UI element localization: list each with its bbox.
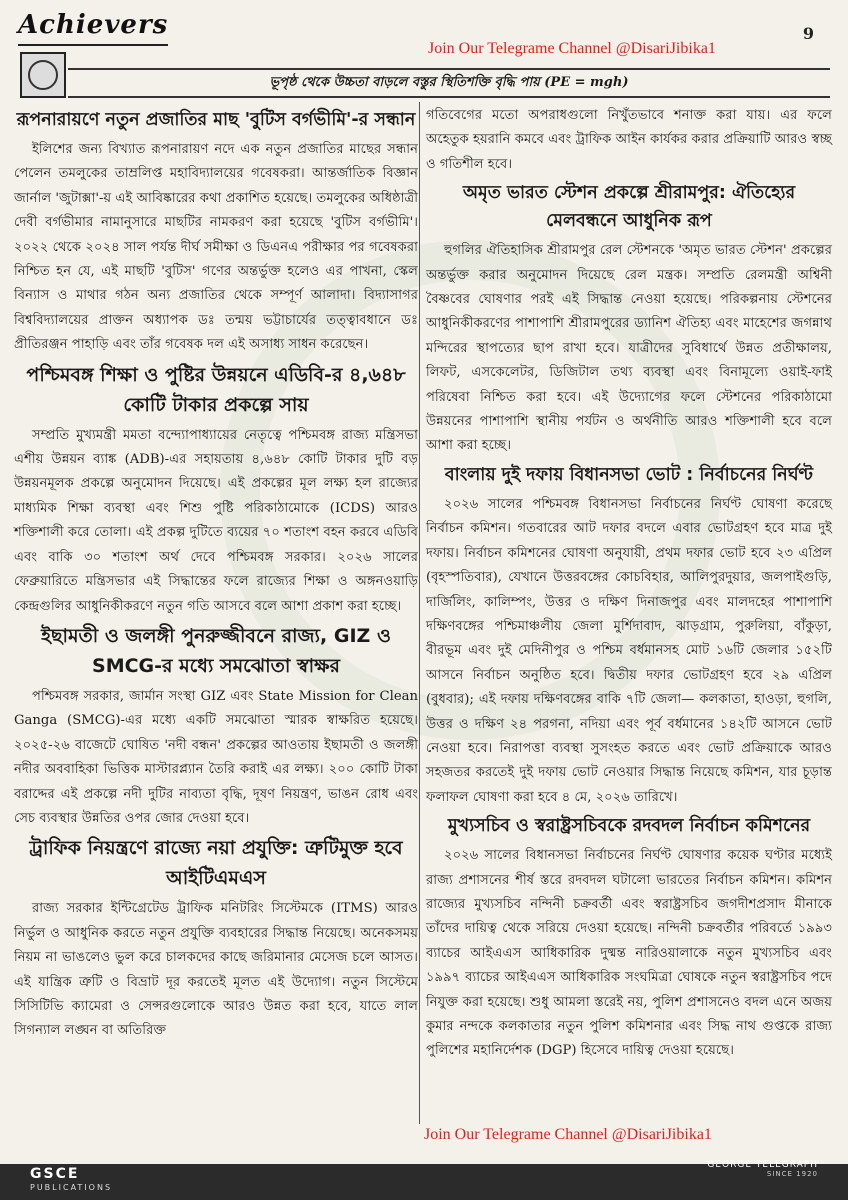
publisher-subtitle: PUBLICATIONS (30, 1183, 113, 1192)
achievers-logo-icon (20, 52, 66, 98)
article-title: ট্রাফিক নিয়ন্ত্রণে রাজ্যে নয়া প্রযুক্তি: ত্রুটিমুক্ত হবে আইটিএমএস (29, 837, 403, 890)
article-body: হুগলির ঐতিহাসিক শ্রীরামপুর রেল স্টেশনকে 'অমৃত ভারত স্টেশন' প্রকল্পের অন্তর্ভুক্ত করার অনুমোদন দিয়েছে রেল মন্ত্রক। সম্প্রতি রেলমন্ত্রী অশ্বিনী বৈষ্ণবের ঘোষণার পরই এই সিদ্ধান্ত নেওয়া হয়েছে। পরিকল্পনায় স্টেশনের আধুনিকীকরণের পাশাপাশি শ্রীরামপুরের ড্যানিশ ঐতিহ্য এবং মাহেশের জগন্নাথ মন্দিরের স্থাপত্যের ছাপ রাখা হবে। যাত্রীদের সুবিধার্থে উন্নত প্রতীক্ষালয়, লিফট, এসকেলেটর, ডিজিটাল তথ্য ব্যবস্থা এবং বিনামূল্যে ওয়াই-ফাই পরিষেবা নিশ্চিত করা হবে। এই উদ্যোগের ফলে স্টেশনের পরিকাঠামো উন্নয়নের পাশাপাশি স্থানীয় পর্যটন ও অর্থনীতি আরও শক্তিশালী হবে বলে আশা করা হচ্ছে। (426, 243, 832, 454)
formula-strip: ভূপৃষ্ঠ থেকে উচ্চতা বাড়লে বস্তুর স্থিতিশক্তি বৃদ্ধি পায় (PE = mgh) (68, 68, 830, 98)
article-body: পশ্চিমবঙ্গ সরকার, জার্মান সংস্থা GIZ এবং State Mission for Clean Ganga (SMCG)-এর মধ্যে একটি সমঝোতা স্মারক স্বাক্ষরিত হয়েছে। ২০২৫-২৬ বাজেটে ঘোষিত 'নদী বন্ধন' প্রকল্পের আওতায় ইছামতী ও জলঙ্গী নদীর অববাহিকা ভিত্তিক মাস্টারপ্ল্যান তৈরি করাই এর লক্ষ্য। ২০০ কোটি টাকা বরাদ্দের এই প্রকল্পে নদী দুটির নাব্যতা বৃদ্ধি, দূষণ নিয়ন্ত্রণ, ভাঙন রোধ এবং সেচ ব্যবস্থার উন্নতির ওপর জোর দেওয়া হবে। (14, 688, 418, 826)
brand-title: Achievers (18, 10, 169, 40)
telegram-watermark-bottom: Join Our Telegrame Channel @DisariJibika1 (424, 1126, 712, 1143)
newspaper-logo (707, 1160, 818, 1178)
newspaper-since: SINCE 1920 (766, 1170, 818, 1178)
article-title: বাংলায় দুই দফায় বিধানসভা ভোট : নির্বাচনের নির্ঘণ্ট (444, 464, 814, 485)
column-divider (419, 102, 420, 1124)
publisher-logo: GSCE (30, 1166, 80, 1182)
page-number: 9 (802, 24, 814, 43)
newspaper-name: GEORGE TELEGRAPH (707, 1160, 818, 1170)
left-column (14, 104, 418, 1044)
article-title: রূপনারায়ণে নতুন প্রজাতির মাছ 'বুটিস বর্গভীমি'-র সন্ধান (16, 110, 416, 130)
article-title: পশ্চিমবঙ্গ শিক্ষা ও পুষ্টির উন্নয়নে এডিবি-র ৪,৬৪৮ কোটি টাকার প্রকল্পে সায় (26, 363, 406, 416)
right-column (426, 104, 832, 1064)
article-body: ২০২৬ সালের বিধানসভা নির্বাচনের নির্ঘণ্ট ঘোষণার কয়েক ঘণ্টার মধ্যেই রাজ্য প্রশাসনের শীর্ষ স্তরে রদবদল ঘটালো ভারতের নির্বাচন কমিশন। কমিশন রাজ্যের মুখ্যসচিব নন্দিনী চক্রবর্তী এবং স্বরাষ্ট্রসচিব জগদীশপ্রসাদ মীনাকে তাঁদের দায়িত্ব থেকে সরিয়ে দেওয়া হয়েছে। নন্দিনী চক্রবর্তীর পরিবর্তে ১৯৯৩ ব্যাচের আইএএস আধিকারিক দুষ্মন্ত নারিওয়ালাকে নতুন মুখ্যসচিব এবং ১৯৯৭ ব্যাচের আইএএস আধিকারিক সংঘমিত্রা ঘোষকে নতুন স্বরাষ্ট্রসচিব পদে নিযুক্ত করা হয়েছে। শুধু আমলা স্তরেই নয়, পুলিশ প্রশাসনেও বদল এনে অজয় কুমার নন্দকে কলকাতার নতুন পুলিশ কমিশনার এবং সিদ্ধ নাথ গুপ্তকে রাজ্য পুলিশের মহানির্দেশক (DGP) হিসেবে দায়িত্ব দেওয়া হয়েছে। (426, 848, 832, 1059)
article-title: মুখ্যসচিব ও স্বরাষ্ট্রসচিবকে রদবদল নির্বাচন কমিশনের (447, 816, 811, 837)
article-body: সম্প্রতি মুখ্যমন্ত্রী মমতা বন্দ্যোপাধ্যায়ের নেতৃত্বে পশ্চিমবঙ্গ রাজ্য মন্ত্রিসভা এশীয় উন্নয়ন ব্যাঙ্ক (ADB)-এর সহায়তায় ৪,৬৪৮ কোটি টাকার দুটি বড় উন্নয়নমূলক প্রকল্পে অনুমোদন দিয়েছে। এই প্রকল্পের মূল লক্ষ্য হল রাজ্যের মাধ্যমিক শিক্ষা ব্যবস্থা এবং শিশু পুষ্টি পরিকাঠামোকে (ICDS) আরও শক্তিশালী করে তোলা। এই প্রকল্প দুটিতে ব্যয়ের ৭০ শতাংশ বহন করবে এডিবি এবং বাকি ৩০ শতাংশ অর্থ দেবে পশ্চিমবঙ্গ সরকার। ২০২৬ সালের ফেব্রুয়ারিতে মন্ত্রিসভার এই সিদ্ধান্তের ফলে রাজ্যের শিক্ষা ও অঙ্গনওয়াড়ি কেন্দ্রগুলির আধুনিকীকরণে নতুন গতি আসবে বলে আশা প্রকাশ করা হচ্ছে। (14, 427, 418, 614)
article-body-continued: গতিবেগের মতো অপরাধগুলো নিখুঁতভাবে শনাক্ত করা যায়। এর ফলে অহেতুক হয়রানি কমবে এবং ট্রাফিক আইন কার্যকর করার প্রক্রিয়াটি আরও স্বচ্ছ ও গতিশীল হবে। (426, 108, 832, 172)
article-title: ইছামতী ও জলঙ্গী পুনরুজ্জীবনে রাজ্য, GIZ ও SMCG-র মধ্যে সমঝোতা স্বাক্ষর (41, 624, 391, 677)
article-body: রাজ্য সরকার ইন্টিগ্রেটেড ট্রাফিক মনিটরিং সিস্টেমকে (ITMS) আরও নির্ভুল ও আধুনিক করতে নতুন প্রযুক্তি ব্যবহারের সিদ্ধান্ত নিয়েছে। অনেকসময় নিয়ম না ভাঙলেও ভুল করে চালকদের কাছে জরিমানার মেসেজ চলে আসত। এই যান্ত্রিক ত্রুটি ও বিভ্রাট দূর করতেই মূলত এই উদ্যোগ। নতুন সিস্টেমে সিসিটিভি ক্যামেরা ও সেন্সরগুলোকে আরও উন্নত করা হবে, যাতে লাল সিগন্যাল লঙ্ঘন বা অতিরিক্ত (14, 901, 418, 1039)
telegram-watermark-top: Join Our Telegrame Channel @DisariJibika1 (428, 40, 716, 57)
article-title: অমৃত ভারত স্টেশন প্রকল্পে শ্রীরামপুর: ঐতিহ্যের মেলবন্ধনে আধুনিক রূপ (462, 183, 796, 232)
brand-underline (18, 44, 168, 46)
article-body: ২০২৬ সালের পশ্চিমবঙ্গ বিধানসভা নির্বাচনের নির্ঘণ্ট ঘোষণা করেছে নির্বাচন কমিশন। গতবারের আট দফার বদলে এবার ভোটগ্রহণ হবে মাত্র দুই দফায়। নির্বাচন কমিশনের ঘোষণা অনুযায়ী, প্রথম দফার ভোট হবে ২৩ এপ্রিল (বৃহস্পতিবার), যেখানে উত্তরবঙ্গের কোচবিহার, আলিপুরদুয়ার, জলপাইগুড়ি, দার্জিলিং, কালিম্পং, উত্তর ও দক্ষিণ দিনাজপুর এবং মালদহের পাশাপাশি দক্ষিণবঙ্গের পশ্চিমাঞ্চলীয় জেলা মুর্শিদাবাদ, ঝাড়গ্রাম, পুরুলিয়া, বাঁকুড়া, বীরভূম এবং দুই মেদিনীপুর ও পশ্চিম বর্ধমানসহ মোট ১৬টি জেলার ১৫২টি আসনে নির্বাচন অনুষ্ঠিত হবে। দ্বিতীয় দফার ভোটগ্রহণ হবে ২৯ এপ্রিল (বুধবার); এই দফায় দক্ষিণবঙ্গের বাকি ৭টি জেলা— কলকাতা, হাওড়া, হুগলি, উত্তর ও দক্ষিণ ২৪ পরগনা, নদিয়া এবং পূর্ব বর্ধমানের ১৪২টি আসনে ভোট নেওয়া হবে। নিরাপত্তা ব্যবস্থা সুসংহত করতে এবং ভোট প্রক্রিয়াকে আরও সহজতর করতেই দুই দফায় ভোট নেওয়ার সিদ্ধান্ত নিয়েছে কমিশন, যার চূড়ান্ত ফলাফল ঘোষণা করা হবে ৪ মে, ২০২৬ তারিখে। (426, 496, 832, 805)
article-body: ইলিশের জন্য বিখ্যাত রূপনারায়ণ নদে এক নতুন প্রজাতির মাছের সন্ধান পেলেন তমলুকের তাম্রলিপ্ত মহাবিদ্যালয়ের গবেষকরা। আন্তর্জাতিক বিজ্ঞান জার্নাল 'জুটাক্সা'-য় এই আবিষ্কারের কথা প্রকাশিত হয়েছে। তমলুকের অধিষ্ঠাত্রী দেবী বর্গভীমার নামানুসারে মাছটির নামকরণ করা হয়েছে 'বুটিস বর্গভীমি'। ২০২২ থেকে ২০২৪ সাল পর্যন্ত দীর্ঘ সমীক্ষা ও ডিএনএ পরীক্ষার পর গবেষকরা নিশ্চিত হন যে, এই মাছটি 'বুটিস' গণের অন্তর্ভুক্ত হলেও এর পাখনা, স্কেল বিন্যাস ও মাথার গঠন অন্য প্রজাতির থেকে সম্পূর্ণ আলাদা। বিদ্যাসাগর বিশ্ববিদ্যালয়ের প্রাক্তন অধ্যাপক ডঃ তন্ময় ভট্টাচার্যের তত্ত্বাবধানে ডঃ প্রীতিরঞ্জন পাহাড়ি এবং তাঁর গবেষক দল এই অসাধ্য সাধন করেছেন। (14, 142, 418, 353)
